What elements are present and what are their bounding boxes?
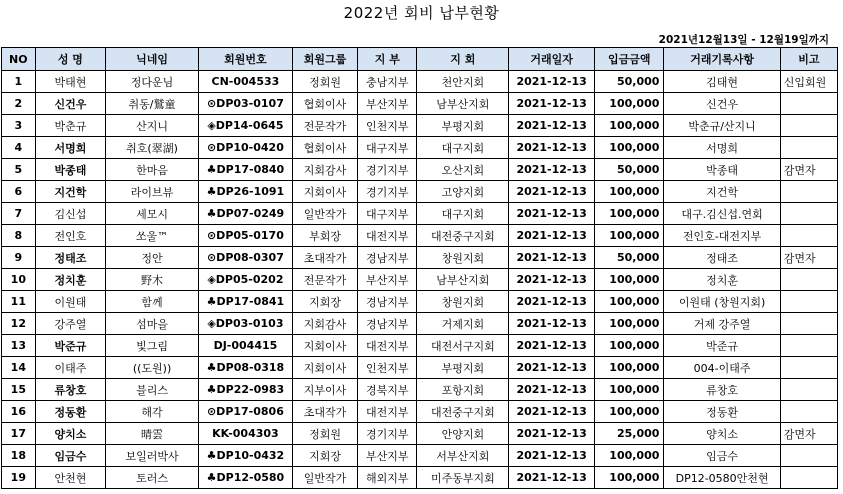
member-number-cell: ♣DP08-0318 bbox=[198, 357, 292, 379]
member-group-cell: 지회감사 bbox=[292, 159, 357, 181]
nickname-cell: 晴雲 bbox=[106, 423, 199, 445]
transaction-date-cell: 2021-12-13 bbox=[509, 401, 595, 423]
deposit-amount-cell: 100,000 bbox=[595, 313, 664, 335]
branch-cell: 경남지부 bbox=[358, 313, 417, 335]
chapter-cell: 남부산지회 bbox=[417, 93, 509, 115]
table-row bbox=[2, 159, 838, 181]
chapter-cell: 남부산지회 bbox=[417, 269, 509, 291]
member-name-cell: 김신섭 bbox=[35, 203, 105, 225]
nickname-cell: 취동/鷲童 bbox=[106, 93, 199, 115]
chapter-cell: 창원지회 bbox=[417, 247, 509, 269]
member-number-cell: ⊙DP10-0420 bbox=[198, 137, 292, 159]
transaction-record-cell: 김태현 bbox=[664, 71, 780, 93]
member-name-cell: 이태주 bbox=[35, 357, 105, 379]
table-row bbox=[2, 269, 838, 291]
member-number-cell: ◈DP03-0103 bbox=[198, 313, 292, 335]
note-cell bbox=[780, 357, 837, 379]
transaction-record-cell: 정태조 bbox=[664, 247, 780, 269]
transaction-record-cell: 거제 강주열 bbox=[664, 313, 780, 335]
member-name-cell: 정동환 bbox=[35, 401, 105, 423]
table-row bbox=[2, 71, 838, 93]
chapter-cell: 대전중구지회 bbox=[417, 401, 509, 423]
member-name-cell: 지건학 bbox=[35, 181, 105, 203]
table-row bbox=[2, 203, 838, 225]
note-cell bbox=[780, 115, 837, 137]
transaction-date-cell: 2021-12-13 bbox=[509, 467, 595, 489]
deposit-amount-cell: 100,000 bbox=[595, 291, 664, 313]
transaction-record-cell: 양치소 bbox=[664, 423, 780, 445]
member-group-cell: 지회장 bbox=[292, 445, 357, 467]
member-name-cell: 서명희 bbox=[35, 137, 105, 159]
member-name-cell: 안천현 bbox=[35, 467, 105, 489]
chapter-cell: 부평지회 bbox=[417, 115, 509, 137]
member-group-cell: 정회원 bbox=[292, 71, 357, 93]
deposit-amount-cell: 100,000 bbox=[595, 93, 664, 115]
transaction-record-cell: 박춘규/산지니 bbox=[664, 115, 780, 137]
header-date: 거래일자 bbox=[509, 48, 595, 71]
transaction-record-cell: 이원태 (창원지회) bbox=[664, 291, 780, 313]
deposit-amount-cell: 100,000 bbox=[595, 467, 664, 489]
transaction-record-cell: 정치훈 bbox=[664, 269, 780, 291]
chapter-cell: 포항지회 bbox=[417, 379, 509, 401]
member-number-cell: ⊙DP17-0806 bbox=[198, 401, 292, 423]
note-cell bbox=[780, 93, 837, 115]
note-cell bbox=[780, 401, 837, 423]
branch-cell: 부산지부 bbox=[358, 269, 417, 291]
chapter-cell: 거제지회 bbox=[417, 313, 509, 335]
member-name-cell: 정치훈 bbox=[35, 269, 105, 291]
deposit-amount-cell: 100,000 bbox=[595, 269, 664, 291]
transaction-date-cell: 2021-12-13 bbox=[509, 269, 595, 291]
branch-cell: 경남지부 bbox=[358, 291, 417, 313]
nickname-cell: 취호(翠湖) bbox=[106, 137, 199, 159]
row-number-cell: 15 bbox=[2, 379, 36, 401]
member-name-cell: 신건우 bbox=[35, 93, 105, 115]
transaction-record-cell: 전인호-대전지부 bbox=[664, 225, 780, 247]
transaction-record-cell: 정동환 bbox=[664, 401, 780, 423]
period-label: 2021년12월13일 - 12월19일까지 bbox=[658, 34, 829, 46]
row-number-cell: 8 bbox=[2, 225, 36, 247]
member-name-cell: 류창호 bbox=[35, 379, 105, 401]
transaction-date-cell: 2021-12-13 bbox=[509, 379, 595, 401]
member-group-cell: 전문작가 bbox=[292, 115, 357, 137]
member-group-cell: 초대작가 bbox=[292, 247, 357, 269]
member-number-cell: KK-004303 bbox=[198, 423, 292, 445]
header-note: 비고 bbox=[780, 48, 837, 71]
transaction-date-cell: 2021-12-13 bbox=[509, 445, 595, 467]
table-row bbox=[2, 423, 838, 445]
member-group-cell: 전문작가 bbox=[292, 269, 357, 291]
transaction-record-cell: 류창호 bbox=[664, 379, 780, 401]
branch-cell: 부산지부 bbox=[358, 445, 417, 467]
header-name: 성 명 bbox=[35, 48, 105, 71]
transaction-date-cell: 2021-12-13 bbox=[509, 247, 595, 269]
member-group-cell: 부회장 bbox=[292, 225, 357, 247]
payment-table bbox=[1, 47, 838, 489]
deposit-amount-cell: 25,000 bbox=[595, 423, 664, 445]
member-number-cell: ♣DP12-0580 bbox=[198, 467, 292, 489]
table-row bbox=[2, 225, 838, 247]
nickname-cell: ((도원)) bbox=[106, 357, 199, 379]
table-row bbox=[2, 379, 838, 401]
branch-cell: 충남지부 bbox=[358, 71, 417, 93]
transaction-date-cell: 2021-12-13 bbox=[509, 115, 595, 137]
nickname-cell: 한마음 bbox=[106, 159, 199, 181]
chapter-cell: 서부산지회 bbox=[417, 445, 509, 467]
row-number-cell: 12 bbox=[2, 313, 36, 335]
member-name-cell: 임금수 bbox=[35, 445, 105, 467]
member-name-cell: 강주열 bbox=[35, 313, 105, 335]
member-name-cell: 박준규 bbox=[35, 335, 105, 357]
transaction-date-cell: 2021-12-13 bbox=[509, 225, 595, 247]
chapter-cell: 고양지회 bbox=[417, 181, 509, 203]
deposit-amount-cell: 100,000 bbox=[595, 401, 664, 423]
row-number-cell: 9 bbox=[2, 247, 36, 269]
nickname-cell: 함께 bbox=[106, 291, 199, 313]
transaction-date-cell: 2021-12-13 bbox=[509, 335, 595, 357]
transaction-date-cell: 2021-12-13 bbox=[509, 93, 595, 115]
header-nickname: 닉네임 bbox=[106, 48, 199, 71]
branch-cell: 대전지부 bbox=[358, 335, 417, 357]
member-number-cell: CN-004533 bbox=[198, 71, 292, 93]
member-group-cell: 초대작가 bbox=[292, 401, 357, 423]
deposit-amount-cell: 100,000 bbox=[595, 445, 664, 467]
table-row bbox=[2, 181, 838, 203]
chapter-cell: 안양지회 bbox=[417, 423, 509, 445]
member-name-cell: 박춘규 bbox=[35, 115, 105, 137]
note-cell bbox=[780, 467, 837, 489]
branch-cell: 경기지부 bbox=[358, 423, 417, 445]
row-number-cell: 6 bbox=[2, 181, 36, 203]
row-number-cell: 17 bbox=[2, 423, 36, 445]
note-cell bbox=[780, 291, 837, 313]
member-name-cell: 정태조 bbox=[35, 247, 105, 269]
deposit-amount-cell: 100,000 bbox=[595, 335, 664, 357]
member-number-cell: ♣DP22-0983 bbox=[198, 379, 292, 401]
nickname-cell: 산지니 bbox=[106, 115, 199, 137]
table-row bbox=[2, 115, 838, 137]
table-row bbox=[2, 445, 838, 467]
chapter-cell: 대전중구지회 bbox=[417, 225, 509, 247]
table-row bbox=[2, 467, 838, 489]
transaction-date-cell: 2021-12-13 bbox=[509, 181, 595, 203]
note-cell bbox=[780, 269, 837, 291]
branch-cell: 인천지부 bbox=[358, 115, 417, 137]
member-number-cell: ♣DP10-0432 bbox=[198, 445, 292, 467]
note-cell bbox=[780, 313, 837, 335]
member-group-cell: 일반작가 bbox=[292, 467, 357, 489]
header-no: NO bbox=[2, 48, 36, 71]
branch-cell: 경기지부 bbox=[358, 181, 417, 203]
header-amount: 입금금액 bbox=[595, 48, 664, 71]
note-cell: 감면자 bbox=[780, 247, 837, 269]
deposit-amount-cell: 50,000 bbox=[595, 71, 664, 93]
deposit-amount-cell: 100,000 bbox=[595, 181, 664, 203]
branch-cell: 인천지부 bbox=[358, 357, 417, 379]
member-group-cell: 지회감사 bbox=[292, 313, 357, 335]
deposit-amount-cell: 50,000 bbox=[595, 247, 664, 269]
deposit-amount-cell: 100,000 bbox=[595, 115, 664, 137]
chapter-cell: 부평지회 bbox=[417, 357, 509, 379]
chapter-cell: 미주동부지회 bbox=[417, 467, 509, 489]
transaction-date-cell: 2021-12-13 bbox=[509, 423, 595, 445]
row-number-cell: 11 bbox=[2, 291, 36, 313]
table-row bbox=[2, 291, 838, 313]
member-group-cell: 정회원 bbox=[292, 423, 357, 445]
row-number-cell: 14 bbox=[2, 357, 36, 379]
note-cell bbox=[780, 445, 837, 467]
transaction-date-cell: 2021-12-13 bbox=[509, 137, 595, 159]
chapter-cell: 대구지회 bbox=[417, 203, 509, 225]
nickname-cell: 빛그림 bbox=[106, 335, 199, 357]
table-row bbox=[2, 335, 838, 357]
chapter-cell: 오산지회 bbox=[417, 159, 509, 181]
note-cell bbox=[780, 203, 837, 225]
member-number-cell: ♣DP26-1091 bbox=[198, 181, 292, 203]
row-number-cell: 5 bbox=[2, 159, 36, 181]
table-header-row bbox=[2, 48, 838, 71]
header-record: 거래기록사항 bbox=[664, 48, 780, 71]
row-number-cell: 19 bbox=[2, 467, 36, 489]
branch-cell: 해외지부 bbox=[358, 467, 417, 489]
transaction-record-cell: 임금수 bbox=[664, 445, 780, 467]
member-group-cell: 협회이사 bbox=[292, 93, 357, 115]
row-number-cell: 16 bbox=[2, 401, 36, 423]
member-number-cell: ⊙DP03-0107 bbox=[198, 93, 292, 115]
note-cell bbox=[780, 225, 837, 247]
table-row bbox=[2, 93, 838, 115]
chapter-cell: 대구지회 bbox=[417, 137, 509, 159]
branch-cell: 대구지부 bbox=[358, 203, 417, 225]
member-number-cell: ◈DP14-0645 bbox=[198, 115, 292, 137]
member-name-cell: 이원태 bbox=[35, 291, 105, 313]
nickname-cell: 세모시 bbox=[106, 203, 199, 225]
member-number-cell: ♣DP17-0840 bbox=[198, 159, 292, 181]
header-member-group: 회원그룹 bbox=[292, 48, 357, 71]
member-group-cell: 지회이사 bbox=[292, 357, 357, 379]
table-row bbox=[2, 313, 838, 335]
deposit-amount-cell: 100,000 bbox=[595, 203, 664, 225]
chapter-cell: 대전서구지회 bbox=[417, 335, 509, 357]
nickname-cell: 블리스 bbox=[106, 379, 199, 401]
branch-cell: 경기지부 bbox=[358, 159, 417, 181]
transaction-record-cell: 지건학 bbox=[664, 181, 780, 203]
branch-cell: 대전지부 bbox=[358, 401, 417, 423]
nickname-cell: 쏘울™ bbox=[106, 225, 199, 247]
transaction-date-cell: 2021-12-13 bbox=[509, 291, 595, 313]
table-row bbox=[2, 401, 838, 423]
member-group-cell: 지회이사 bbox=[292, 181, 357, 203]
chapter-cell: 창원지회 bbox=[417, 291, 509, 313]
branch-cell: 경북지부 bbox=[358, 379, 417, 401]
note-cell bbox=[780, 137, 837, 159]
member-group-cell: 일반작가 bbox=[292, 203, 357, 225]
nickname-cell: 보일러박사 bbox=[106, 445, 199, 467]
row-number-cell: 13 bbox=[2, 335, 36, 357]
table-row bbox=[2, 357, 838, 379]
branch-cell: 부산지부 bbox=[358, 93, 417, 115]
deposit-amount-cell: 50,000 bbox=[595, 159, 664, 181]
transaction-date-cell: 2021-12-13 bbox=[509, 313, 595, 335]
member-name-cell: 박종태 bbox=[35, 159, 105, 181]
branch-cell: 대전지부 bbox=[358, 225, 417, 247]
member-group-cell: 협회이사 bbox=[292, 137, 357, 159]
member-group-cell: 지부이사 bbox=[292, 379, 357, 401]
nickname-cell: 토러스 bbox=[106, 467, 199, 489]
header-member-number: 회원번호 bbox=[198, 48, 292, 71]
member-name-cell: 박태현 bbox=[35, 71, 105, 93]
member-group-cell: 지회이사 bbox=[292, 335, 357, 357]
transaction-record-cell: 서명희 bbox=[664, 137, 780, 159]
deposit-amount-cell: 100,000 bbox=[595, 379, 664, 401]
transaction-record-cell: 대구.김신섭.연회 bbox=[664, 203, 780, 225]
branch-cell: 경남지부 bbox=[358, 247, 417, 269]
note-cell: 감면자 bbox=[780, 423, 837, 445]
member-number-cell: ♣DP07-0249 bbox=[198, 203, 292, 225]
row-number-cell: 4 bbox=[2, 137, 36, 159]
nickname-cell: 섬마을 bbox=[106, 313, 199, 335]
header-chapter: 지 회 bbox=[417, 48, 509, 71]
row-number-cell: 18 bbox=[2, 445, 36, 467]
note-cell bbox=[780, 335, 837, 357]
chapter-cell: 천안지회 bbox=[417, 71, 509, 93]
row-number-cell: 2 bbox=[2, 93, 36, 115]
transaction-date-cell: 2021-12-13 bbox=[509, 159, 595, 181]
page-title: 2022년 회비 납부현황 bbox=[343, 4, 500, 22]
transaction-date-cell: 2021-12-13 bbox=[509, 203, 595, 225]
row-number-cell: 7 bbox=[2, 203, 36, 225]
transaction-date-cell: 2021-12-13 bbox=[509, 71, 595, 93]
nickname-cell: 정다운님 bbox=[106, 71, 199, 93]
header-branch: 지 부 bbox=[358, 48, 417, 71]
branch-cell: 대구지부 bbox=[358, 137, 417, 159]
transaction-record-cell: 신건우 bbox=[664, 93, 780, 115]
transaction-record-cell: 박종태 bbox=[664, 159, 780, 181]
member-number-cell: ◈DP05-0202 bbox=[198, 269, 292, 291]
member-group-cell: 지회장 bbox=[292, 291, 357, 313]
nickname-cell: 野木 bbox=[106, 269, 199, 291]
row-number-cell: 10 bbox=[2, 269, 36, 291]
member-number-cell: ⊙DP08-0307 bbox=[198, 247, 292, 269]
member-name-cell: 전인호 bbox=[35, 225, 105, 247]
note-cell bbox=[780, 379, 837, 401]
member-name-cell: 양치소 bbox=[35, 423, 105, 445]
row-number-cell: 1 bbox=[2, 71, 36, 93]
member-number-cell: DJ-004415 bbox=[198, 335, 292, 357]
note-cell: 신입회원 bbox=[780, 71, 837, 93]
deposit-amount-cell: 100,000 bbox=[595, 137, 664, 159]
transaction-record-cell: 004-이태주 bbox=[664, 357, 780, 379]
member-number-cell: ⊙DP05-0170 bbox=[198, 225, 292, 247]
nickname-cell: 라이브뷰 bbox=[106, 181, 199, 203]
nickname-cell: 정안 bbox=[106, 247, 199, 269]
transaction-record-cell: 박준규 bbox=[664, 335, 780, 357]
transaction-date-cell: 2021-12-13 bbox=[509, 357, 595, 379]
table-row bbox=[2, 137, 838, 159]
row-number-cell: 3 bbox=[2, 115, 36, 137]
note-cell: 감면자 bbox=[780, 159, 837, 181]
note-cell bbox=[780, 181, 837, 203]
table-row bbox=[2, 247, 838, 269]
deposit-amount-cell: 100,000 bbox=[595, 225, 664, 247]
transaction-record-cell: DP12-0580안천현 bbox=[664, 467, 780, 489]
nickname-cell: 해각 bbox=[106, 401, 199, 423]
deposit-amount-cell: 100,000 bbox=[595, 357, 664, 379]
member-number-cell: ♣DP17-0841 bbox=[198, 291, 292, 313]
